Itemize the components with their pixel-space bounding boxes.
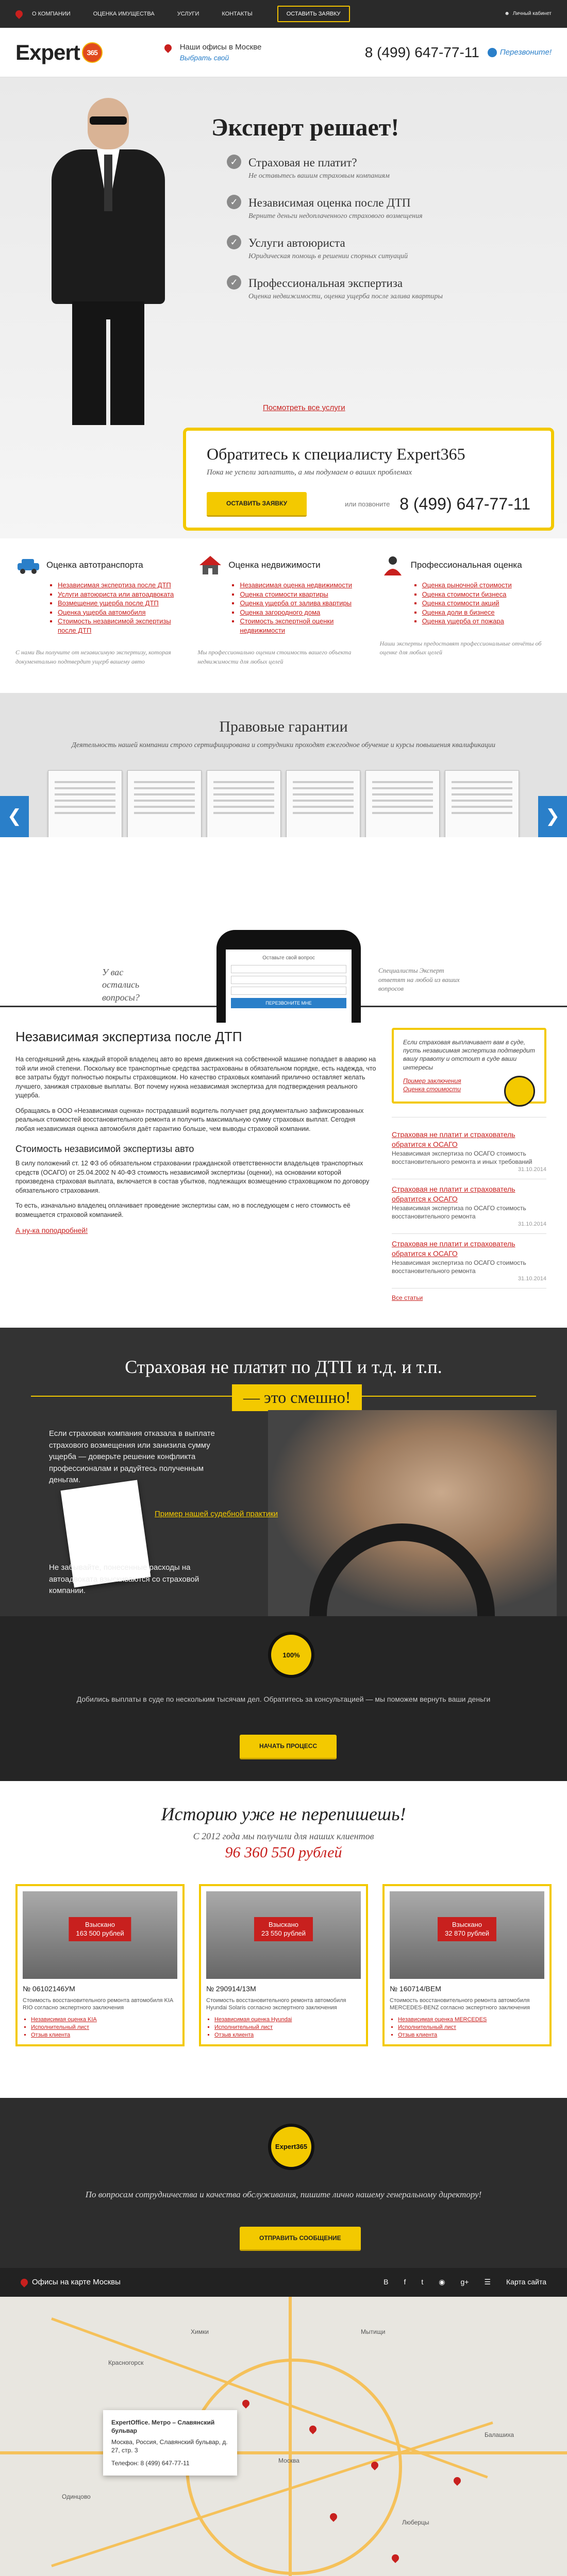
- guarantees-title: Правовые гарантии: [219, 718, 348, 735]
- service-professional: [380, 555, 552, 666]
- car-photo: [390, 1891, 544, 1979]
- benefit-item: [227, 195, 515, 222]
- news-item: [392, 1234, 546, 1289]
- cases-subtitle: С 2012 года мы получили для наших клиентов: [193, 1831, 374, 1841]
- process-text: Добились выплаты в суде по нескольким тысячам дел. Обратитесь за консультацией — мы поможем вернуть ваши деньги: [76, 1695, 491, 1704]
- benefit-desc: Юридическая помощь в решении спорных ситуаций: [248, 252, 408, 260]
- sidebar: [392, 1028, 546, 1302]
- service-title: Оценка автотранспорта: [46, 560, 143, 570]
- office-pin-icon[interactable]: [390, 2553, 401, 2563]
- callback-label: Перезвоните!: [499, 47, 552, 57]
- house-icon: [197, 555, 223, 575]
- court-sample-link[interactable]: Пример нашей судебной практики: [155, 1510, 278, 1519]
- news-title[interactable]: Страховая не платит и страхователь обратится к ОСАГО: [392, 1185, 515, 1204]
- hero-benefits: [227, 155, 515, 315]
- cases-title: Историю уже не перепишешь!: [161, 1804, 406, 1825]
- service-link[interactable]: Оценка стоимости квартиры: [240, 590, 328, 598]
- service-link[interactable]: Оценка ущерба от пожара: [422, 617, 504, 625]
- map-city-label: Люберцы: [402, 2518, 429, 2526]
- sidebar-link[interactable]: Оценка стоимости: [403, 1085, 461, 1093]
- car-icon: [15, 555, 41, 575]
- logo[interactable]: [15, 38, 103, 67]
- insurance-banner: [0, 1328, 567, 1616]
- office-address: Москва, Россия, Славянский бульвар, д. 27, стр. 3: [111, 2438, 228, 2454]
- article-paragraph: То есть, изначально владелец оплачивает проведение экспертизы сам, но в последующем с него стоимость её возмещается страховой компанией.: [15, 1202, 351, 1218]
- map-pin-icon: [163, 43, 173, 54]
- logo-text: Expert: [15, 40, 80, 64]
- cases-section: [0, 1781, 567, 2077]
- map-section: [0, 2268, 567, 2576]
- case-tag-amount: 23 550 рублей: [261, 1929, 306, 1938]
- case-desc: Стоимость восстановительного ремонта автомобиля MERCEDES-BENZ согласно экспертного заключения: [390, 1997, 530, 2011]
- carousel-prev-arrow-icon[interactable]: ❮: [0, 796, 29, 837]
- case-link[interactable]: Отзыв клиента: [31, 2031, 71, 2038]
- benefit-title: Профессиональная экспертиза: [248, 276, 403, 290]
- director-section: [0, 2098, 567, 2268]
- service-link[interactable]: Оценка ущерба автомобиля: [58, 608, 146, 616]
- map-bar: [0, 2268, 567, 2297]
- news-item: [392, 1125, 546, 1179]
- question-field[interactable]: [231, 987, 346, 995]
- case-desc: Стоимость восстановительного ремонта автомобиля Hyundai Solaris согласно экспертного заключения: [206, 1997, 346, 2011]
- guarantee-seal-icon: [504, 1076, 535, 1107]
- check-icon: ✓: [227, 195, 241, 209]
- service-realty: [197, 555, 369, 666]
- car-photo: [206, 1891, 361, 1979]
- case-number: № 06102146УМ: [23, 1984, 75, 1993]
- start-process-button[interactable]: НАЧАТЬ ПРОЦЕСС: [240, 1735, 337, 1759]
- phone-icon: [488, 48, 497, 57]
- callback-link[interactable]: [488, 47, 552, 58]
- map-pin-icon: [19, 2277, 29, 2287]
- site-map-link[interactable]: Карта сайта: [506, 2278, 546, 2286]
- service-link[interactable]: Оценка загородного дома: [240, 608, 321, 616]
- company-seal-icon: Expert365: [268, 2124, 314, 2170]
- service-link[interactable]: Оценка стоимости бизнеса: [422, 590, 507, 598]
- case-card: [15, 1884, 185, 2046]
- login-label: Личный кабинет: [512, 11, 552, 17]
- map-city-label: Мытищи: [361, 2328, 386, 2335]
- process-section: [0, 1616, 567, 1781]
- service-title: Оценка недвижимости: [228, 560, 321, 570]
- case-link[interactable]: Исполнительный лист: [214, 2024, 273, 2031]
- check-icon: ✓: [227, 155, 241, 169]
- case-link[interactable]: Отзыв клиента: [398, 2031, 438, 2038]
- news-title[interactable]: Страховая не платит и страхователь обратится к ОСАГО: [392, 1240, 515, 1258]
- service-link[interactable]: Оценка рыночной стоимости: [422, 581, 512, 589]
- contact-box-subtitle: Пока не успели заплатить, а мы подумаем о ваших проблемах: [207, 468, 412, 477]
- news-desc: Независимая экспертиза по ОСАГО стоимость восстановительного ремонта: [392, 1259, 526, 1275]
- office-phone: Телефон: 8 (499) 647-77-11: [111, 2459, 190, 2467]
- case-link[interactable]: Исполнительный лист: [31, 2024, 89, 2031]
- case-number: № 160714/ВЕМ: [390, 1984, 441, 1993]
- hero: [0, 77, 567, 538]
- case-link[interactable]: Отзыв клиента: [214, 2031, 254, 2038]
- or-call-label: или позвоните: [345, 500, 390, 509]
- case-link[interactable]: Независимая оценка Hyundai: [214, 2016, 292, 2023]
- guarantees: [0, 693, 567, 837]
- nav-about[interactable]: О КОМПАНИИ: [32, 10, 71, 17]
- person-icon: [380, 555, 406, 575]
- case-tag-label: Взыскано: [452, 1920, 482, 1928]
- map-city-label: Балашиха: [485, 2431, 514, 2438]
- case-link[interactable]: Исполнительный лист: [398, 2024, 456, 2031]
- article-subtitle: Стоимость независимой экспертизы авто: [15, 1144, 194, 1155]
- service-desc: С нами Вы получите от независимую экспертизу, которая документально подтвердит ущерб вашему авто: [15, 649, 171, 665]
- carousel-next-arrow-icon[interactable]: ❯: [538, 796, 567, 837]
- location-pin-icon: [14, 9, 24, 19]
- news-list: [392, 1117, 546, 1302]
- service-link[interactable]: Стоимость экспертной оценки недвижимости: [240, 617, 334, 634]
- read-more-link[interactable]: А ну-ка поподробней!: [15, 1226, 88, 1235]
- contact-box-title: Обратитесь к специалисту Expert365: [207, 445, 465, 463]
- case-link[interactable]: Независимая оценка KIA: [31, 2016, 97, 2023]
- article-paragraph: В силу положений ст. 12 ФЗ об обязательном страховании гражданской ответственности владельцев транспортных средств (ОСАГО) от 25.04.2002 N 40-ФЗ стоимость независимой экспертизы (оценки), на основании которой произведена страховая выплата, включается в состав убытков, подлежащих возмещению страховщиком по договору обязательного страхования.: [15, 1160, 370, 1194]
- car-photo: [23, 1891, 177, 1979]
- name-field[interactable]: [231, 965, 346, 973]
- case-number: № 290914/13М: [206, 1984, 256, 1993]
- insurance-text: Если страховая компания отказала в выплате страхового возмещения или занизила сумму ущерба — доверьте решение конфликта профессионалам и радуйтесь полученным деньгам.: [49, 1429, 215, 1485]
- map-city-label: Москва: [278, 2456, 299, 2464]
- all-services-link[interactable]: Посмотреть все услуги: [263, 403, 345, 412]
- social-g-icon[interactable]: g+: [460, 2278, 469, 2286]
- choose-office-link[interactable]: Выбрать свой: [179, 53, 229, 62]
- send-message-button[interactable]: ОТПРАВИТЬ СООБЩЕНИЕ: [240, 2227, 361, 2251]
- benefit-item: [227, 275, 515, 302]
- news-title[interactable]: Страховая не платит и страхователь обратится к ОСАГО: [392, 1130, 515, 1149]
- login-link[interactable]: [504, 10, 552, 18]
- map-canvas[interactable]: [0, 2297, 567, 2576]
- header-phone: 8 (499) 647-77-11: [364, 44, 479, 61]
- contact-box-phone: 8 (499) 647-77-11: [399, 495, 530, 514]
- nav-contacts[interactable]: КОНТАКТЫ: [222, 10, 253, 17]
- benefit-title: Страховая не платит?: [248, 156, 357, 169]
- news-date: 31.10.2014: [518, 1166, 546, 1173]
- nav-services[interactable]: УСЛУГИ: [177, 10, 199, 17]
- map-city-label: Красногорск: [108, 2359, 144, 2366]
- top-bar: [0, 0, 567, 28]
- social-vk-icon[interactable]: B: [383, 2278, 389, 2286]
- map-title: Офисы на карте Москвы: [32, 2277, 121, 2286]
- social-fb-icon[interactable]: f: [404, 2278, 406, 2286]
- phone-field[interactable]: [231, 976, 346, 984]
- office-pin-icon[interactable]: [452, 2476, 462, 2486]
- case-tag-label: Взыскано: [268, 1920, 299, 1928]
- insurance-text-2: Не забывайте, понесенные расходы на автоадвоката взыскиваются со страховой компании.: [49, 1563, 199, 1596]
- phone-mockup: [216, 930, 361, 1023]
- case-tag-label: Взыскано: [85, 1920, 115, 1928]
- benefit-desc: Верните деньги недоплаченного страхового возмещения: [248, 212, 423, 220]
- article: [15, 1028, 376, 1302]
- office-popup: [103, 2410, 237, 2476]
- sidebar-text: Если страховая выплачивает вам в суде, пусть независимая экспертиза подтвердит вашу правоту и отстоит в суде ваши интересы: [403, 1039, 535, 1071]
- benefit-desc: Оценка недвижимости, оценка ущерба после залива квартиры: [248, 292, 443, 300]
- services: [0, 538, 567, 693]
- article-paragraph: Обращаясь в ООО «Независимая оценка» пострадавший водитель получает ряд документально зафиксированных реальных стоимостей восстановительного ремонта и получить максимальную сумму страховых выплат. Сегодня любая независимая оценка автомобиля даёт гарантию больше, чем выводы страховой компании.: [15, 1107, 364, 1132]
- social-ok-icon[interactable]: ◉: [439, 2278, 445, 2286]
- benefit-desc: Не оставьтесь вашим страховым компаниям: [248, 172, 390, 180]
- insurance-title: Страховая не платит по ДТП и т.д. и т.п.: [125, 1357, 442, 1378]
- service-link[interactable]: Независимая оценка недвижимости: [240, 581, 353, 589]
- user-icon: ☻: [504, 11, 510, 17]
- questions: [0, 837, 567, 1007]
- director-text: По вопросам сотрудничества и качества обслуживания, пишите лично нашему генеральному директору!: [85, 2189, 482, 2199]
- offices-selector[interactable]: [164, 42, 262, 62]
- news-desc: Независимая экспертиза по ОСАГО стоимость восстановительного ремонта: [392, 1204, 526, 1221]
- sidebar-box: [392, 1028, 546, 1104]
- sitemap-icon: ☰: [484, 2278, 491, 2286]
- case-link[interactable]: Независимая оценка MERCEDES: [398, 2016, 487, 2023]
- callback-button[interactable]: ПЕРЕЗВОНИТЕ МНЕ: [231, 998, 346, 1008]
- case-card: [382, 1884, 552, 2046]
- service-desc: Мы профессионально оценим стоимость вашего объекта недвижимости для любых целей: [197, 649, 352, 665]
- contact-box: [183, 428, 554, 531]
- case-card: [199, 1884, 368, 2046]
- benefit-item: [227, 155, 515, 181]
- logo-badge: 365: [82, 42, 103, 63]
- office-title: ExpertOffice. Метро – Славянский бульвар: [111, 2418, 215, 2434]
- guarantee-seal-icon: 100%: [268, 1632, 314, 1678]
- article-title: Независимая экспертиза после ДТП: [15, 1029, 242, 1044]
- nav-valuation[interactable]: ОЦЕНКА ИМУЩЕСТВА: [93, 10, 155, 17]
- service-link[interactable]: Услуги автоюриста или автоадвоката: [58, 590, 174, 598]
- all-news-link[interactable]: Все статьи: [392, 1294, 423, 1302]
- news-item: [392, 1179, 546, 1234]
- map-city-label: Химки: [191, 2328, 209, 2335]
- hero-title: Эксперт решает!: [211, 114, 399, 141]
- service-link[interactable]: Независимая экспертиза после ДТП: [58, 581, 171, 589]
- benefit-title: Услуги автоюриста: [248, 236, 345, 249]
- news-desc: Независимая экспертиза по ОСАГО стоимость восстановительного ремонта и иных требований: [392, 1149, 532, 1166]
- question-form-title: Оставьте свой вопрос: [262, 955, 315, 961]
- offices-label: Наши офисы в Москве: [179, 43, 262, 52]
- insurance-highlight: — это смешно!: [232, 1384, 362, 1411]
- case-desc: Стоимость восстановительного ремонта автомобиля KIA RIO согласно экспертного заключения: [23, 1997, 173, 2011]
- guarantees-subtitle: Деятельность нашей компании строго сертифицирована и сотрудники проходят ежегодное обучение и курсы повышения квалификации: [72, 741, 495, 749]
- case-tag-amount: 32 870 рублей: [444, 1929, 490, 1938]
- news-date: 31.10.2014: [518, 1221, 546, 1228]
- social-tw-icon[interactable]: t: [421, 2278, 424, 2286]
- benefit-title: Независимая оценка после ДТП: [248, 196, 411, 209]
- news-date: 31.10.2014: [518, 1276, 546, 1282]
- service-link[interactable]: Стоимость независимой экспертизы после ДТП: [58, 617, 171, 634]
- service-link[interactable]: Оценка стоимости акций: [422, 599, 499, 607]
- service-auto: [15, 555, 187, 666]
- benefit-item: [227, 235, 515, 262]
- expert-photo: [31, 98, 186, 428]
- top-nav: [32, 10, 253, 18]
- questions-right-text: Специалисты Эксперт ответят на любой из ваших вопросов: [378, 967, 460, 993]
- service-link[interactable]: Возмещение ущерба после ДТП: [58, 599, 159, 607]
- service-link[interactable]: Оценка ущерба от залива квартиры: [240, 599, 352, 607]
- article-paragraph: На сегодняшний день каждый второй владелец авто во время движения на собственной машине попадает в аварию на той или иной степени. Поскольку все транспортные средства застрахованы в обязательном порядке, есть надежда, что все затраты будут полностью покрыты страховщиком. Но качество страховых компаний прилично оставляет желать лучшего, занижая страховые выплаты. Вот почему нужна независимая экспертиза для подтверждения реального ущерба.: [15, 1056, 376, 1099]
- service-desc: Наши эксперты предоставят профессиональные отчёты об оценке для любых целей: [379, 639, 542, 656]
- check-icon: ✓: [227, 235, 241, 249]
- article-section: [0, 1007, 567, 1328]
- check-icon: ✓: [227, 275, 241, 290]
- service-title: Профессиональная оценка: [410, 560, 522, 570]
- questions-left-text: У вас остались вопросы?: [102, 967, 140, 1003]
- header: [0, 28, 567, 77]
- map-city-label: Одинцово: [62, 2493, 91, 2500]
- cases-total: 96 360 550 рублей: [225, 1844, 342, 1861]
- case-tag-amount: 163 500 рублей: [76, 1929, 124, 1938]
- top-request-button[interactable]: ОСТАВИТЬ ЗАЯВКУ: [277, 6, 350, 23]
- sidebar-link[interactable]: Пример заключения: [403, 1077, 461, 1084]
- request-button[interactable]: ОСТАВИТЬ ЗАЯВКУ: [207, 492, 307, 516]
- service-link[interactable]: Оценка доли в бизнесе: [422, 608, 495, 616]
